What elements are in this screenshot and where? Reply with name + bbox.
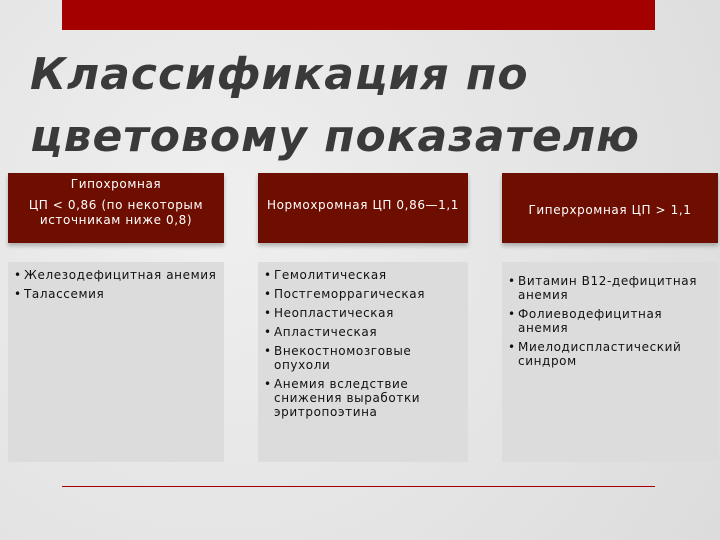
list-item: • Апластическая [264,325,462,339]
list-item: • Фолиеводефицитная анемия [508,307,712,335]
list-hypochromic [14,268,218,301]
top-accent-bar [62,0,655,30]
list-item: • Постгеморрагическая [264,287,462,301]
header-hypochromic [8,173,224,243]
slide-title [30,44,710,168]
header-normochromic [258,173,468,243]
list-item: • Неопластическая [264,306,462,320]
header-hypochromic-title: Гипохромная [70,176,162,191]
bottom-divider [62,486,655,487]
cell-hypochromic [8,262,224,462]
list-item: • Анемия вследствие снижения выработки эритропоэтина [264,377,462,419]
header-normochromic-title: Нормохромная ЦП 0,86—1,1 [266,197,460,212]
header-hypochromic-range: ЦП < 0,86 (по некоторым источникам ниже 0,8) [28,197,204,227]
list-normochromic [264,268,462,419]
list-item: • Гемолитическая [264,268,462,282]
header-hyperchromic [502,173,718,243]
cell-normochromic [258,262,468,462]
list-item: • Внекостномозговые опухоли [264,344,462,372]
list-item: • Миелодиспластический синдром [508,340,712,368]
title-line-1: Классификация по [30,49,529,100]
list-item: • Талассемия [14,287,218,301]
list-item: • Железодефицитная анемия [14,268,218,282]
header-hyperchromic-title: Гиперхромная ЦП > 1,1 [528,202,692,217]
list-hyperchromic [508,274,712,368]
list-item: • Витамин B12-дефицитная анемия [508,274,712,302]
cell-hyperchromic [502,262,718,462]
title-line-2: цветовому показателю [30,111,640,162]
